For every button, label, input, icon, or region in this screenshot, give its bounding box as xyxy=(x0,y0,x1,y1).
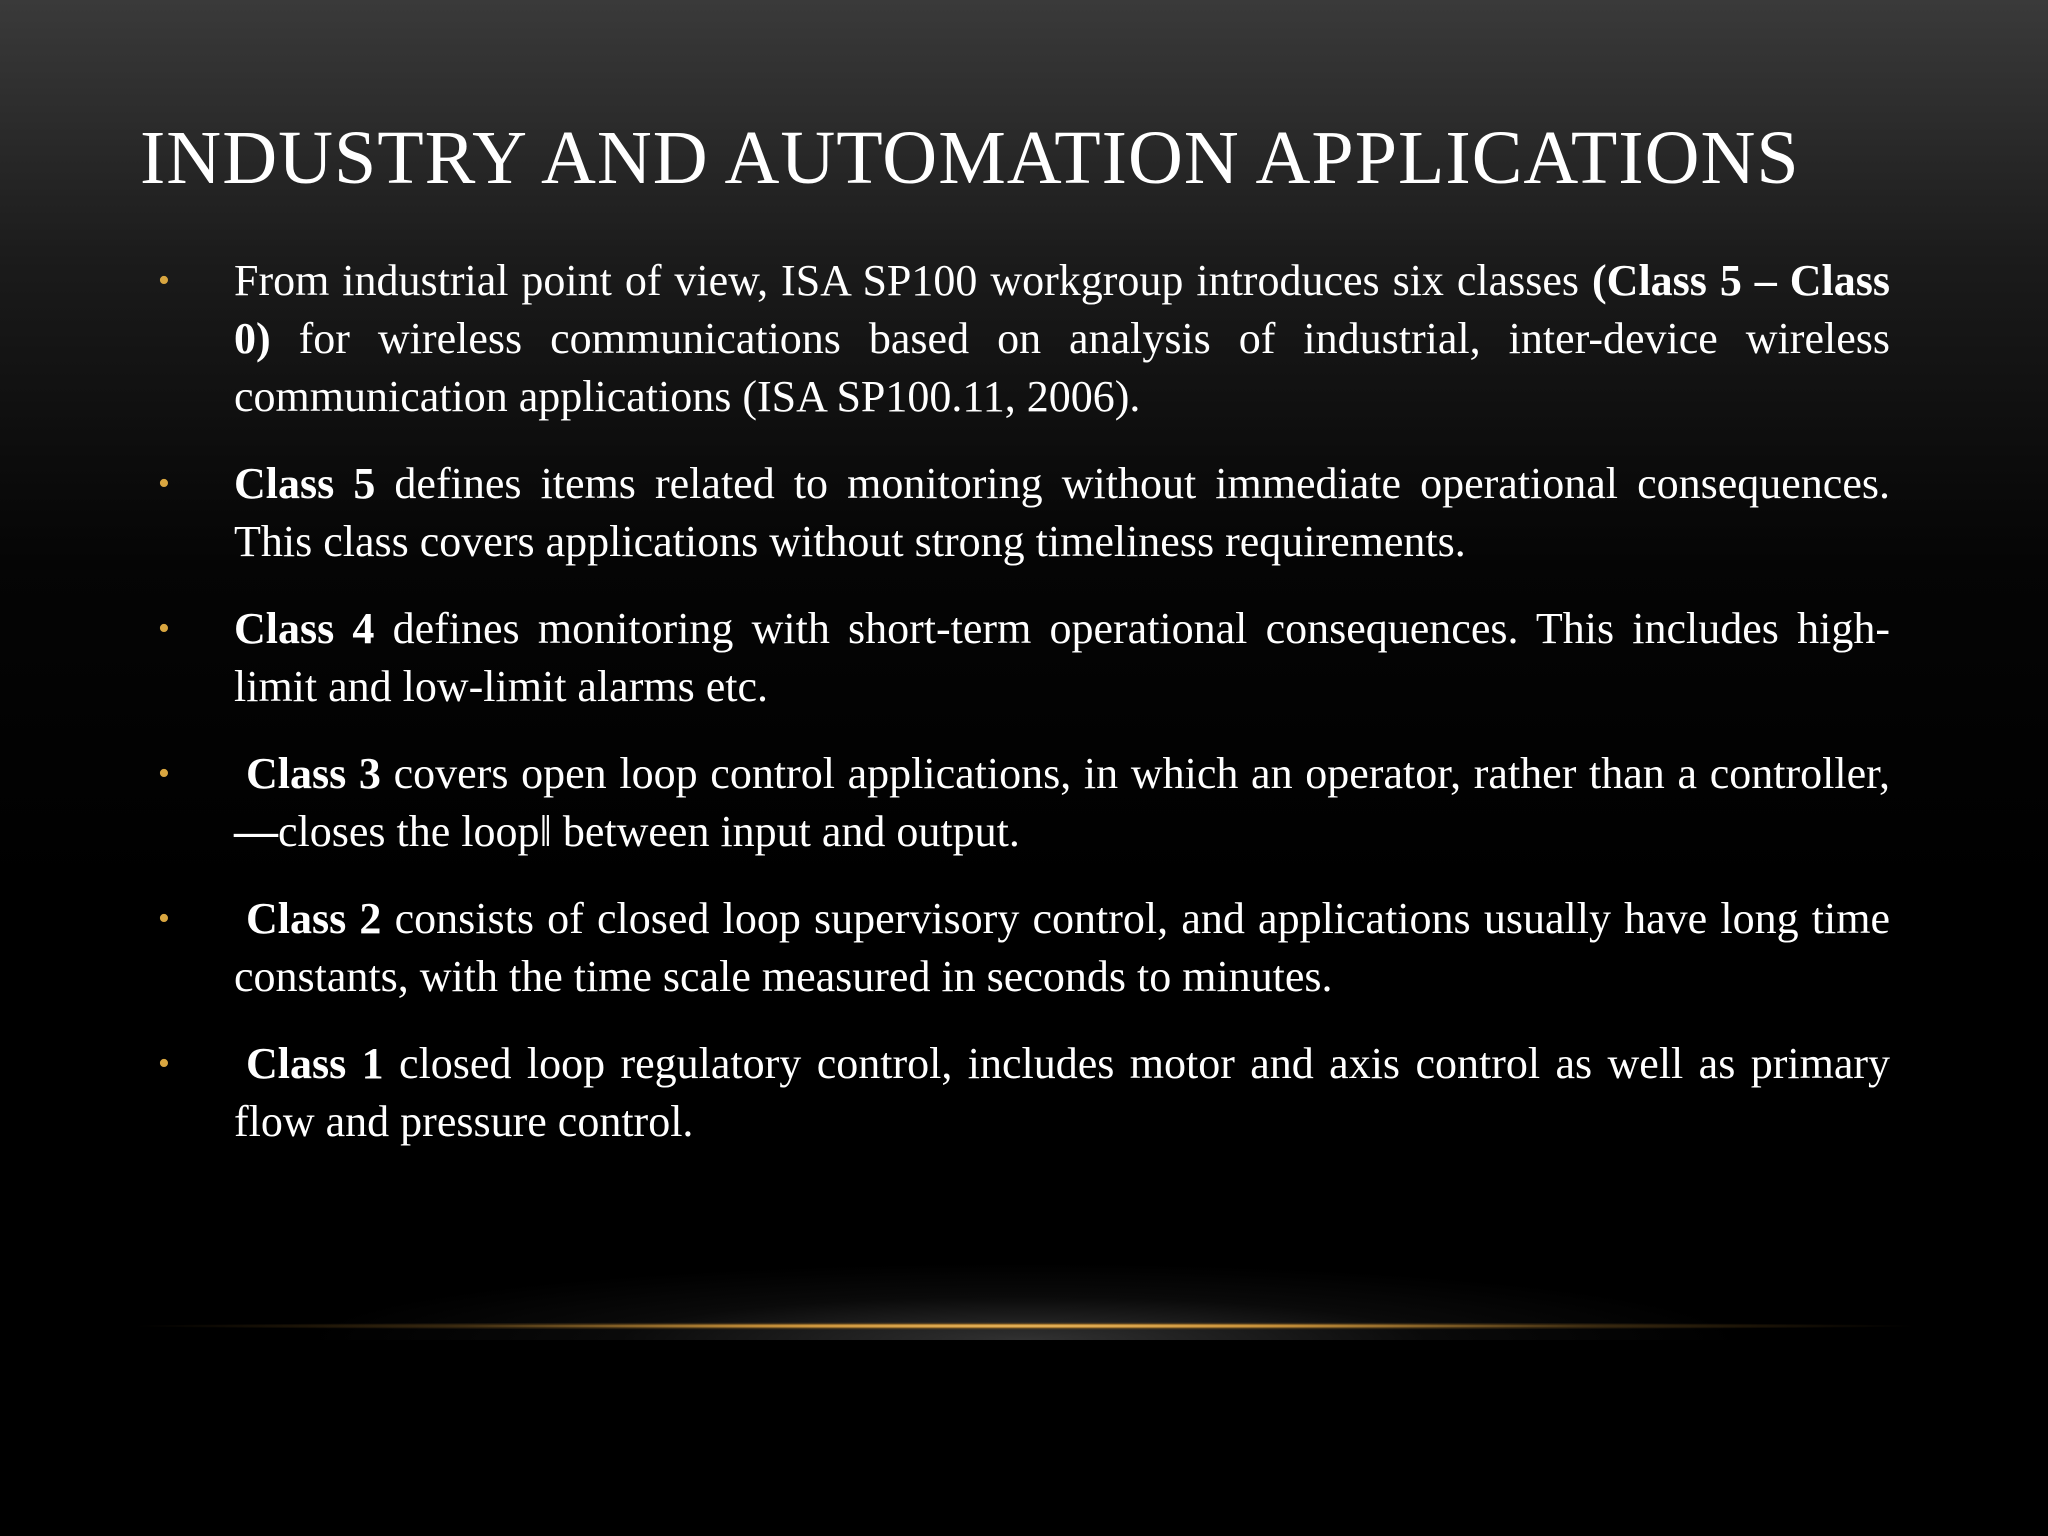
bullet-bold-text: (Class 5 – Class 0) xyxy=(234,256,1890,363)
bullet-item-class-1 xyxy=(0,1035,2048,1151)
bullet-plain-text: closed loop regulatory control, includes motor and axis control as well as primary flow and pressure control. xyxy=(234,1039,1891,1146)
bullet-item-class-4 xyxy=(0,600,2048,716)
slide-title: INDUSTRY AND AUTOMATION APPLICATIONS xyxy=(140,116,1800,200)
bullet-plain-text: for wireless communications based on analysis of industrial, inter-device wireless communication applications (ISA SP100.11, 2006). xyxy=(234,314,1890,421)
bullet-plain-text: consists of closed loop supervisory control, and applications usually have long time constants, with the time scale measured in seconds to minutes. xyxy=(234,894,1890,1001)
bullet-dot: • xyxy=(158,610,170,647)
bullet-text xyxy=(234,890,1890,1006)
bullet-text xyxy=(234,745,1890,861)
bullet-dot: • xyxy=(158,1045,170,1082)
bullet-dot: • xyxy=(158,755,170,792)
bullet-plain-text: covers open loop control applications, in which an operator, rather than a controller, xyxy=(380,749,1890,798)
bullet-dot: • xyxy=(158,900,170,937)
bullet-list xyxy=(0,252,2048,1180)
bullet-item-intro xyxy=(0,252,2048,426)
bullet-dot: • xyxy=(158,262,170,299)
bullet-text xyxy=(234,455,1890,571)
bullet-plain-text: defines monitoring with short-term operational consequences. This includes high-limit and low-limit alarms etc. xyxy=(234,604,1890,711)
bullet-bold-text: Class 4 xyxy=(234,604,375,653)
gold-accent-line xyxy=(130,1322,1920,1330)
bullet-bold-text: Class 3 xyxy=(246,749,381,798)
bullet-dot: • xyxy=(158,465,170,502)
bullet-bold-text: Class 1 xyxy=(246,1039,384,1088)
bullet-bold-text: Class 2 xyxy=(246,894,382,943)
bottom-glow xyxy=(124,1180,1924,1340)
bullet-text xyxy=(234,252,1890,426)
bullet-item-class-3 xyxy=(0,745,2048,861)
bullet-bold-text: — xyxy=(234,807,278,856)
bullet-text xyxy=(234,600,1890,716)
bullet-text xyxy=(234,1035,1890,1151)
bullet-plain-text: defines items related to monitoring without immediate operational consequences. This class covers applications without strong timeliness requirements. xyxy=(234,459,1890,566)
bullet-plain-text: From industrial point of view, ISA SP100 workgroup introduces six classes xyxy=(234,256,1593,305)
bullet-plain-text: closes the loop‖ between input and output. xyxy=(278,807,1020,856)
bullet-item-class-5 xyxy=(0,455,2048,571)
bullet-bold-text: Class 5 xyxy=(234,459,376,508)
bullet-item-class-2 xyxy=(0,890,2048,1006)
